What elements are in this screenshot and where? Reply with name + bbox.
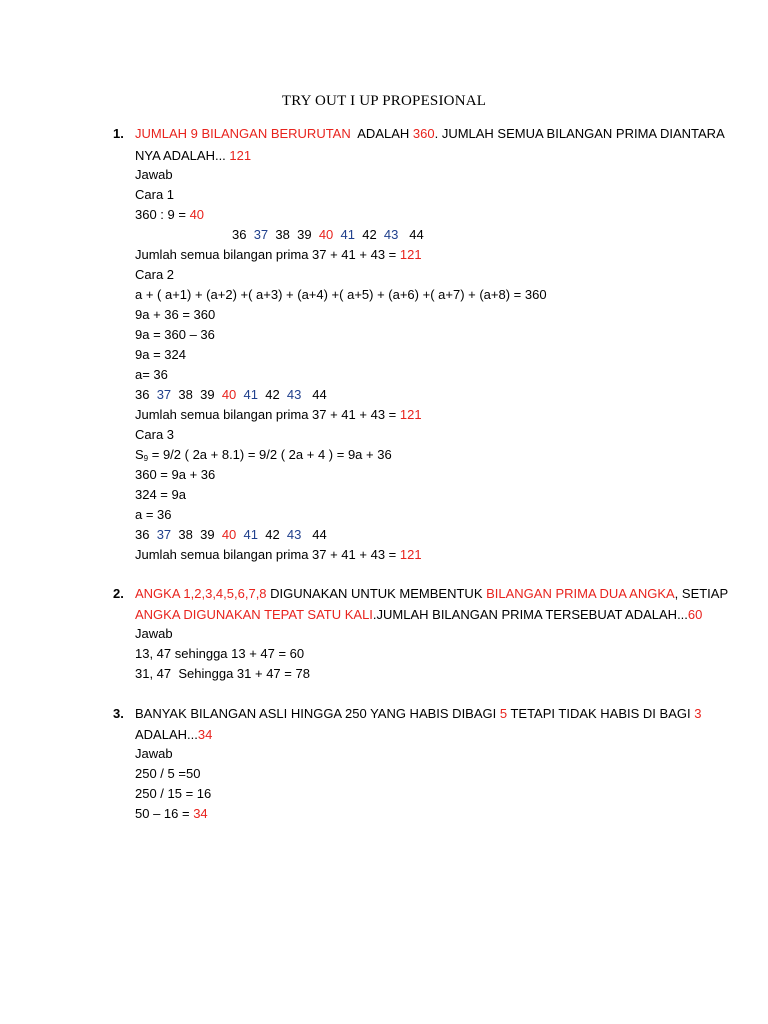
q3-highlight: 5 (499, 706, 508, 721)
sum-text: Jumlah semua bilangan prima 37 + 41 + 43 = (135, 247, 400, 262)
q3-text: BANYAK BILANGAN ASLI HINGGA 250 YANG HABIS DIBAGI (135, 706, 500, 721)
q3-answer-line-2: 250 / 15 = 16 (135, 786, 212, 801)
q1-sum-2 (135, 405, 422, 425)
seq-number: 38 (178, 527, 193, 542)
equation-text: 50 – 16 = (135, 806, 194, 821)
q1-cara-3: Cara 3 (135, 427, 175, 442)
q3-answer: 34 (197, 727, 213, 742)
seq-prime: 41 (243, 387, 258, 402)
seq-mean: 40 (318, 227, 334, 242)
q3-answer-line-3 (135, 804, 208, 824)
question-2-text-line-1 (135, 584, 728, 604)
seq-number: 38 (178, 387, 193, 402)
q1-sequence-3 (135, 525, 327, 545)
question-3-text-line-2 (135, 725, 212, 745)
q2-answer-line-1: 13, 47 sehingga 13 + 47 = 60 (135, 646, 305, 661)
seq-number: 39 (297, 227, 312, 242)
question-3-number: 3. (113, 706, 124, 721)
question-3-text-line-1 (135, 704, 701, 724)
equation-result: 34 (193, 806, 208, 821)
q2-text: , SETIAP (674, 586, 729, 601)
q3-text: TETAPI TIDAK HABIS DI BAGI (507, 706, 695, 721)
question-1-text-line-2 (135, 146, 251, 166)
seq-number: 44 (312, 387, 327, 402)
seq-mean: 40 (221, 527, 237, 542)
equation-result: 40 (189, 207, 205, 222)
seq-number: 36 (232, 227, 247, 242)
question-1-number: 1. (113, 126, 124, 141)
sum-result: 121 (399, 247, 422, 262)
seq-number: 42 (265, 527, 280, 542)
seq-number: 36 (135, 387, 150, 402)
seq-prime: 41 (243, 527, 258, 542)
q1-jawab: Jawab (135, 167, 173, 182)
seq-prime: 43 (383, 227, 399, 242)
q2-jawab: Jawab (135, 626, 173, 641)
q1-cara-1-equation (135, 205, 204, 225)
q1-text: . JUMLAH SEMUA BILANGAN PRIMA DIANTARA (434, 126, 725, 141)
q3-text: ADALAH... (135, 727, 198, 742)
q1-cara-3-line-3: 324 = 9a (135, 487, 186, 502)
q1-cara-3-line-2: 360 = 9a + 36 (135, 467, 216, 482)
q2-answer-line-2: 31, 47 Sehingga 31 + 47 = 78 (135, 666, 310, 681)
q1-cara-1: Cara 1 (135, 187, 175, 202)
q2-highlight: ANGKA DIGUNAKAN TEPAT SATU KALI (135, 607, 373, 622)
q2-text: .JUMLAH BILANGAN PRIMA TERSEBUAT ADALAH... (372, 607, 688, 622)
q1-cara-2: Cara 2 (135, 267, 175, 282)
q1-cara-3-line-1 (135, 445, 392, 465)
q1-text: ADALAH (350, 126, 413, 141)
formula-text: = 9/2 ( 2a + 8.1) = 9/2 ( 2a + 4 ) = 9a + 36 (148, 447, 392, 462)
seq-number: 42 (362, 227, 377, 242)
q1-highlight: JUMLAH 9 BILANGAN BERURUTAN (135, 126, 351, 141)
seq-prime: 37 (156, 387, 172, 402)
q1-cara-2-line-3: 9a = 360 – 36 (135, 327, 215, 342)
sum-text: Jumlah semua bilangan prima 37 + 41 + 43 = (135, 407, 400, 422)
q3-jawab: Jawab (135, 746, 173, 761)
q1-sum-3 (135, 545, 422, 565)
q1-sum-1 (135, 245, 422, 265)
question-2-text-line-2 (135, 605, 702, 625)
seq-number: 44 (409, 227, 424, 242)
seq-prime: 37 (253, 227, 269, 242)
q1-text: NYA ADALAH... (135, 148, 230, 163)
q1-cara-2-line-4: 9a = 324 (135, 347, 186, 362)
sum-text: Jumlah semua bilangan prima 37 + 41 + 43 = (135, 547, 400, 562)
seq-prime: 43 (286, 527, 302, 542)
q2-highlight: BILANGAN PRIMA DUA ANGKA (486, 586, 675, 601)
q1-cara-2-line-2: 9a + 36 = 360 (135, 307, 216, 322)
q1-answer: 121 (229, 148, 252, 163)
seq-prime: 43 (286, 387, 302, 402)
q2-highlight: ANGKA 1,2,3,4,5,6,7,8 (135, 586, 267, 601)
q2-answer: 60 (687, 607, 703, 622)
seq-number: 44 (312, 527, 327, 542)
q3-answer-line-1: 250 / 5 =50 (135, 766, 201, 781)
q1-cara-2-line-5: a= 36 (135, 367, 168, 382)
seq-number: 39 (200, 387, 215, 402)
seq-number: 42 (265, 387, 280, 402)
seq-prime: 37 (156, 527, 172, 542)
seq-number: 38 (275, 227, 290, 242)
seq-mean: 40 (221, 387, 237, 402)
sum-result: 121 (399, 407, 422, 422)
equation-text: 360 : 9 = (135, 207, 190, 222)
q1-sequence-2 (135, 385, 327, 405)
seq-prime: 41 (340, 227, 355, 242)
seq-number: 39 (200, 527, 215, 542)
formula-symbol: S (135, 447, 144, 462)
q3-highlight: 3 (694, 706, 702, 721)
sum-result: 121 (399, 547, 422, 562)
formula-subscript: 9 (143, 454, 149, 463)
q1-cara-2-line-1: a + ( a+1) + (a+2) +( a+3) + (a+4) +( a+5) + (a+6) +( a+7) + (a+8) = 360 (135, 287, 547, 302)
seq-number: 36 (135, 527, 150, 542)
question-1-text-line-1 (135, 124, 725, 144)
page-title: TRY OUT I UP PROPESIONAL (281, 93, 487, 109)
question-2-number: 2. (113, 586, 124, 601)
q1-sequence-1 (232, 225, 424, 245)
q1-cara-3-line-4: a = 36 (135, 507, 172, 522)
q1-highlight: 360 (412, 126, 435, 141)
q2-text: DIGUNAKAN UNTUK MEMBENTUK (266, 586, 487, 601)
